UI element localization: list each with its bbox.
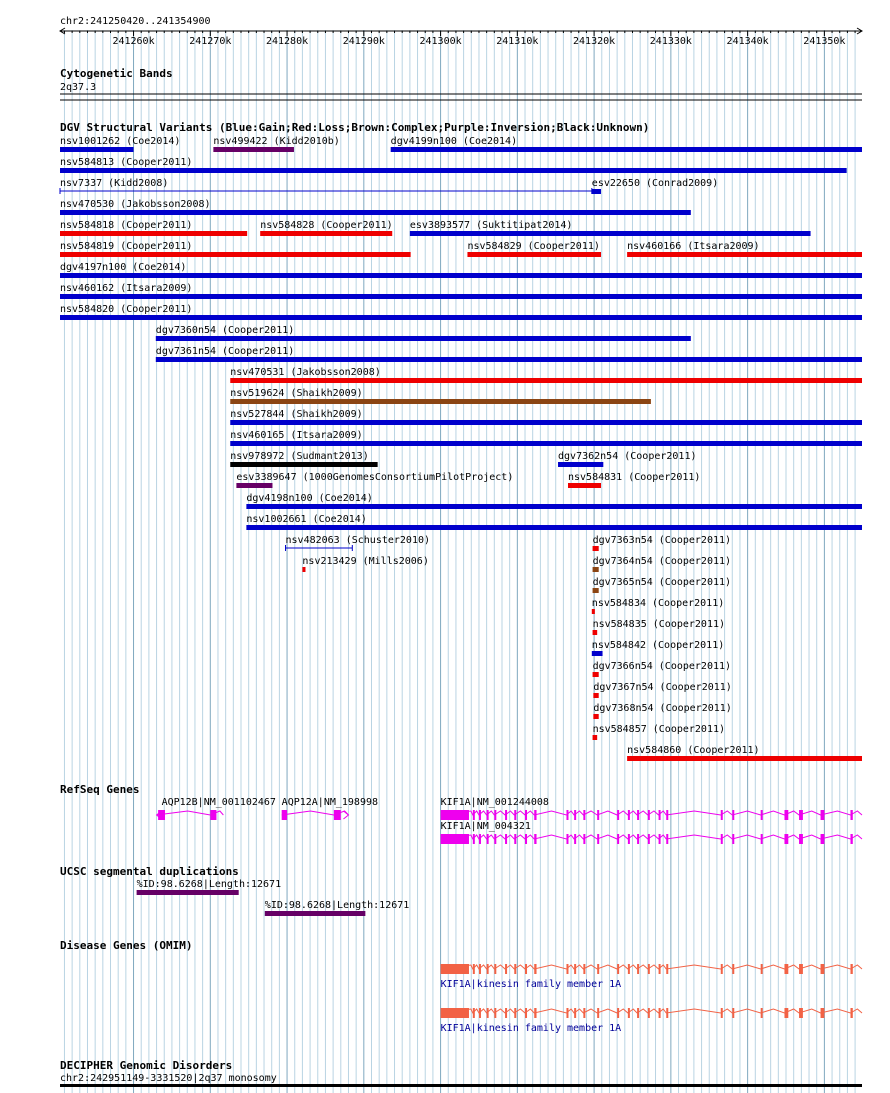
dgv-feature-label: nsv527844 (Shaikh2009) [230,409,363,420]
dgv-feature-label: nsv584860 (Cooper2011) [627,745,760,756]
ruler [60,16,862,47]
dgv-feature-label: dgv7360n54 (Cooper2011) [155,325,295,336]
dgv-feature-bar[interactable] [230,420,862,425]
segdup-feature-label: %ID:98.6268|Length:12671 [136,879,282,890]
gene-exon[interactable] [479,810,481,820]
dgv-feature[interactable] [627,745,862,761]
gene-exon[interactable] [648,1008,650,1018]
refseq-gene-label: AQP12B|NM_001102467 [161,797,276,808]
dgv-feature-bar[interactable] [60,315,862,320]
gene-exon[interactable] [821,964,825,974]
dgv-feature[interactable] [593,556,731,572]
dgv-track[interactable] [60,121,862,761]
dgv-feature[interactable] [558,451,696,467]
gene-exon[interactable] [761,1008,763,1018]
gene-exon[interactable] [334,810,341,820]
dgv-feature-label: dgv7361n54 (Cooper2011) [155,346,295,357]
gene-exon[interactable] [799,810,803,820]
gene-exon[interactable] [566,964,568,974]
gene-exon[interactable] [566,1008,568,1018]
gene-exon[interactable] [525,1008,527,1018]
gene-exon[interactable] [487,1008,489,1018]
dgv-feature[interactable] [230,451,377,467]
background-grid [64,30,855,1093]
dgv-feature-bar[interactable] [593,588,599,593]
dgv-feature-bar[interactable] [60,252,411,257]
gene-exon[interactable] [583,964,585,974]
gene-exon[interactable] [850,834,852,844]
gene-exon[interactable] [597,1008,599,1018]
dgv-feature-bar[interactable] [593,672,599,677]
gene-exon[interactable] [534,964,536,974]
gene-exon[interactable] [282,810,287,820]
refseq-gene[interactable] [157,810,224,820]
dgv-feature-label: nsv1002661 (Coe2014) [246,514,367,525]
decipher-track[interactable] [60,1059,862,1087]
gene-exon[interactable] [648,810,650,820]
gene-exon[interactable] [659,964,661,974]
refseq-track-title: RefSeq Genes [60,783,140,796]
dgv-feature-bar[interactable] [467,252,601,257]
gene-exon[interactable] [479,1008,481,1018]
dgv-feature-bar[interactable] [260,231,392,236]
ruler-tick-label: 241270k [189,36,232,47]
dgv-feature[interactable] [391,136,862,152]
gene-exon[interactable] [583,1008,585,1018]
dgv-feature[interactable] [627,241,862,257]
dgv-feature-bar[interactable] [592,609,595,614]
dgv-feature-bar[interactable] [593,546,599,551]
dgv-feature-bar[interactable] [213,147,294,152]
gene-exon[interactable] [799,834,803,844]
omim-gene-label: KIF1A|kinesin family member 1A [440,979,622,990]
gene-exon[interactable] [525,810,527,820]
dgv-feature[interactable] [60,241,411,257]
dgv-feature-label: dgv4198n100 (Coe2014) [246,493,373,504]
gene-exon[interactable] [784,834,788,844]
dgv-feature-label: nsv499422 (Kidd2010b) [213,136,340,147]
gene-exon[interactable] [494,1008,496,1018]
gene-exon[interactable] [850,1008,852,1018]
dgv-feature-label: nsv1001262 (Coe2014) [60,136,181,147]
omim-gene-label: KIF1A|kinesin family member 1A [440,1023,622,1034]
dgv-feature[interactable] [410,220,811,236]
ruler-tick-label: 241330k [649,36,692,47]
dgv-feature-label: nsv519624 (Shaikh2009) [230,388,363,399]
gene-exon[interactable] [761,964,763,974]
gene-exon[interactable] [850,810,852,820]
dgv-feature[interactable] [593,724,725,740]
cytoband-track[interactable] [60,67,862,100]
gene-intron [441,1009,862,1013]
gene-exon[interactable] [494,964,496,974]
gene-exon[interactable] [784,810,788,820]
gene-intron [441,965,862,969]
gene-exon[interactable] [628,1008,630,1018]
dgv-feature-bar[interactable] [60,294,862,299]
gene-exon[interactable] [637,834,639,844]
ruler-tick-label: 241280k [265,36,309,47]
gene-exon[interactable] [487,834,489,844]
gene-exon[interactable] [799,964,803,974]
gene-exon[interactable] [574,1008,576,1018]
segdup-feature-bar[interactable] [265,911,366,916]
gene-exon[interactable] [505,964,507,974]
gene-exon[interactable] [473,1008,475,1018]
dgv-feature-label: dgv7362n54 (Cooper2011) [558,451,697,462]
dgv-track-title: DGV Structural Variants (Blue:Gain;Red:Loss;Brown:Complex;Purple:Inversion;Black:Unknown) [60,121,650,134]
dgv-feature-bar[interactable] [230,399,651,404]
gene-exon[interactable] [534,810,536,820]
gene-exon[interactable] [617,834,619,844]
gene-exon[interactable] [637,1008,639,1018]
dgv-feature[interactable] [60,220,247,236]
decipher-feature-bar[interactable] [60,1084,862,1087]
dgv-feature-label: nsv482063 (Schuster2010) [285,535,431,546]
gene-exon[interactable] [597,834,599,844]
dgv-feature-label: nsv213429 (Mills2006) [302,556,429,567]
gene-exon[interactable] [574,810,576,820]
gene-exon[interactable] [637,810,639,820]
dgv-feature-label: nsv584820 (Cooper2011) [60,304,193,315]
gene-exon[interactable] [721,1008,723,1018]
gene-exon[interactable] [732,834,734,844]
gene-exon[interactable] [597,964,599,974]
gene-exon[interactable] [761,834,763,844]
gene-exon[interactable] [628,810,630,820]
gene-exon[interactable] [732,964,734,974]
dgv-feature-bar[interactable] [558,462,603,467]
dgv-feature-label: nsv584828 (Cooper2011) [260,220,393,231]
dgv-feature[interactable] [568,472,700,488]
segdup-feature-bar[interactable] [137,890,239,895]
dgv-feature[interactable] [60,304,862,320]
gene-exon[interactable] [494,810,496,820]
refseq-gene[interactable] [282,810,349,820]
gene-exon[interactable] [666,834,668,844]
decipher-feature-label: chr2:242951149-3331520|2q37 monosomy [60,1073,277,1084]
gene-exon[interactable] [514,1008,516,1018]
gene-exon[interactable] [721,810,723,820]
gene-intron [441,811,862,815]
dgv-feature-label: nsv470531 (Jakobsson2008) [230,367,381,378]
dgv-feature[interactable] [593,661,731,677]
gene-exon[interactable] [514,810,516,820]
dgv-feature-label: nsv584842 (Cooper2011) [591,640,725,651]
gene-exon[interactable] [479,964,481,974]
dgv-feature-bar[interactable] [592,651,603,656]
gene-exon[interactable] [617,964,619,974]
dgv-feature-bar[interactable] [593,693,598,698]
dgv-feature[interactable] [246,514,862,530]
gene-exon[interactable] [732,810,734,820]
dgv-feature-bar[interactable] [60,168,847,173]
gene-exon[interactable] [721,834,723,844]
decipher-track-title: DECIPHER Genomic Disorders [60,1059,233,1072]
gene-exon[interactable] [487,964,489,974]
dgv-feature-bar[interactable] [156,357,862,362]
cytoband-label: 2q37.3 [60,82,97,93]
gene-exon[interactable] [441,964,469,974]
dgv-feature[interactable] [156,346,862,362]
dgv-feature-label: nsv584819 (Cooper2011) [60,241,193,252]
refseq-gene-label: KIF1A|NM_004321 [440,821,531,832]
ruler-tick-label: 241340k [726,36,769,47]
gene-exon[interactable] [617,1008,619,1018]
dgv-feature-label: dgv4199n100 (Coe2014) [390,136,518,147]
dgv-feature-label: dgv7367n54 (Cooper2011) [593,682,732,693]
omim-gene[interactable] [441,964,862,974]
dgv-feature-label: nsv7337 (Kidd2008) [60,178,169,189]
dgv-feature-label: dgv7366n54 (Cooper2011) [592,661,732,672]
dgv-feature[interactable] [236,472,513,488]
dgv-feature[interactable] [592,598,724,614]
gene-exon[interactable] [666,1008,668,1018]
segdup-feature[interactable] [137,879,282,895]
dgv-feature[interactable] [593,577,731,593]
gene-exon[interactable] [666,810,668,820]
gene-exon[interactable] [821,810,825,820]
dgv-feature-label: nsv470530 (Jakobsson2008) [60,199,211,210]
dgv-feature[interactable] [213,136,339,152]
dgv-feature[interactable] [260,220,392,236]
dgv-feature-bar[interactable] [230,378,862,383]
gene-exon[interactable] [514,834,516,844]
dgv-feature-bar[interactable] [627,756,862,761]
dgv-feature-bar[interactable] [593,567,599,572]
gene-exon[interactable] [525,964,527,974]
ruler-tick-label: 241260k [112,36,155,47]
dgv-feature-label: dgv7363n54 (Cooper2011) [592,535,732,546]
omim-gene[interactable] [441,1008,862,1018]
cytoband-track-title: Cytogenetic Bands [60,67,173,80]
gene-exon[interactable] [659,810,661,820]
dgv-feature[interactable] [593,682,731,698]
dgv-feature[interactable] [60,262,862,278]
gene-exon[interactable] [473,964,475,974]
gene-exon[interactable] [799,1008,803,1018]
refseq-track[interactable] [60,783,862,844]
gene-exon[interactable] [821,1008,825,1018]
gene-exon[interactable] [534,1008,536,1018]
segdup-feature[interactable] [265,900,410,916]
gene-exon[interactable] [583,810,585,820]
gene-exon[interactable] [850,964,852,974]
dgv-feature-bar[interactable] [592,189,601,194]
dgv-feature-bar[interactable] [568,483,601,488]
gene-exon[interactable] [441,810,469,820]
gene-exon[interactable] [637,964,639,974]
dgv-feature-bar[interactable] [156,336,691,341]
dgv-feature-label: esv3893577 (Suktitipat2014) [409,220,573,231]
dgv-feature[interactable] [60,157,847,173]
dgv-feature[interactable] [230,430,862,446]
dgv-feature-bar[interactable] [60,273,862,278]
gene-exon[interactable] [574,964,576,974]
dgv-feature-label: nsv584818 (Cooper2011) [60,220,193,231]
gene-exon[interactable] [566,810,568,820]
gene-exon[interactable] [505,1008,507,1018]
gene-exon[interactable] [487,810,489,820]
dgv-feature[interactable] [60,199,691,215]
dgv-feature[interactable] [246,493,862,509]
dgv-feature-bar[interactable] [60,231,247,236]
dgv-feature-bar[interactable] [410,231,811,236]
dgv-feature-label: dgv7365n54 (Cooper2011) [592,577,732,588]
gene-exon[interactable] [666,964,668,974]
dgv-feature-label: nsv584831 (Cooper2011) [568,472,701,483]
gene-exon[interactable] [659,1008,661,1018]
refseq-gene[interactable] [441,834,862,844]
dgv-feature-label: nsv978972 (Sudmant2013) [230,451,369,462]
gene-exon[interactable] [494,834,496,844]
gene-exon[interactable] [761,810,763,820]
gene-exon[interactable] [479,834,481,844]
ruler-tick-label: 241300k [419,36,462,47]
dgv-feature-bar[interactable] [230,462,377,467]
gene-exon[interactable] [648,834,650,844]
dgv-feature[interactable] [593,535,731,551]
gene-intron [441,835,862,839]
dgv-feature-label: dgv7368n54 (Cooper2011) [593,703,732,714]
dgv-feature-label: nsv460165 (Itsara2009) [230,430,363,441]
dgv-feature-bar[interactable] [246,525,862,530]
gene-exon[interactable] [566,834,568,844]
segdup-feature-label: %ID:98.6268|Length:12671 [264,900,410,911]
gene-exon[interactable] [473,810,475,820]
dgv-feature-bar[interactable] [391,147,862,152]
gene-exon[interactable] [821,834,825,844]
gene-exon[interactable] [525,834,527,844]
region-title: chr2:241250420..241354900 [60,16,211,27]
dgv-feature-label: nsv460162 (Itsara2009) [60,283,193,294]
dgv-feature-label: nsv584829 (Cooper2011) [467,241,600,252]
omim-track-title: Disease Genes (OMIM) [60,939,193,952]
dgv-feature[interactable] [230,409,862,425]
dgv-feature-label: esv22650 (Conrad2009) [591,178,719,189]
gene-exon[interactable] [505,834,507,844]
gene-exon[interactable] [441,1008,469,1018]
dgv-feature[interactable] [592,640,724,656]
dgv-feature-bar[interactable] [246,504,862,509]
gene-exon[interactable] [574,834,576,844]
refseq-gene[interactable] [441,810,862,820]
segdup-track-title: UCSC segmental duplications [60,865,239,878]
gene-exon[interactable] [784,1008,788,1018]
dgv-feature[interactable] [230,367,862,383]
gene-exon[interactable] [784,964,788,974]
dgv-feature-label: nsv460166 (Itsara2009) [627,241,760,252]
ruler-tick-label: 241350k [803,36,846,47]
segdup-track[interactable] [60,865,409,916]
dgv-feature[interactable] [60,136,180,152]
gene-exon[interactable] [583,834,585,844]
gene-exon[interactable] [473,834,475,844]
gene-exon[interactable] [628,834,630,844]
dgv-feature[interactable] [156,325,691,341]
gene-exon[interactable] [617,810,619,820]
gene-exon[interactable] [721,964,723,974]
dgv-feature[interactable] [593,703,731,719]
dgv-feature-label: dgv7364n54 (Cooper2011) [592,556,732,567]
dgv-feature-bar[interactable] [60,210,691,215]
dgv-feature-bar[interactable] [236,483,272,488]
dgv-feature-bar[interactable] [230,441,862,446]
gene-exon[interactable] [505,810,507,820]
ruler-tick-label: 241290k [342,36,385,47]
dgv-feature[interactable] [467,241,601,257]
gene-exon[interactable] [441,834,469,844]
dgv-feature[interactable] [593,619,725,635]
dgv-feature-bar[interactable] [627,252,862,257]
ruler-tick-label: 241320k [573,36,616,47]
dgv-feature-label: nsv584835 (Cooper2011) [592,619,726,630]
dgv-feature[interactable] [60,283,862,299]
dgv-feature-label: nsv584857 (Cooper2011) [592,724,726,735]
gene-exon[interactable] [659,834,661,844]
gene-exon[interactable] [628,964,630,974]
dgv-feature-label: esv3389647 (1000GenomesConsortiumPilotProject) [236,472,514,483]
gene-exon[interactable] [514,964,516,974]
gene-exon[interactable] [648,964,650,974]
dgv-feature-label: nsv584834 (Cooper2011) [591,598,725,609]
dgv-feature-bar[interactable] [302,567,305,572]
omim-track[interactable] [60,939,862,1034]
dgv-feature-bar[interactable] [593,714,598,719]
gene-exon[interactable] [210,810,216,820]
ruler-tick-label: 241310k [496,36,539,47]
dgv-feature-bar[interactable] [593,630,598,635]
dgv-feature-bar[interactable] [60,147,134,152]
dgv-feature-bar[interactable] [593,735,598,740]
dgv-feature-label: nsv584813 (Cooper2011) [60,157,193,168]
dgv-feature-label: dgv4197n100 (Coe2014) [60,262,187,273]
refseq-gene-label: KIF1A|NM_001244008 [440,797,549,808]
refseq-gene-label: AQP12A|NM_198998 [281,797,379,808]
gene-exon[interactable] [732,1008,734,1018]
dgv-feature[interactable] [286,535,431,551]
gene-exon[interactable] [534,834,536,844]
gene-exon[interactable] [597,810,599,820]
